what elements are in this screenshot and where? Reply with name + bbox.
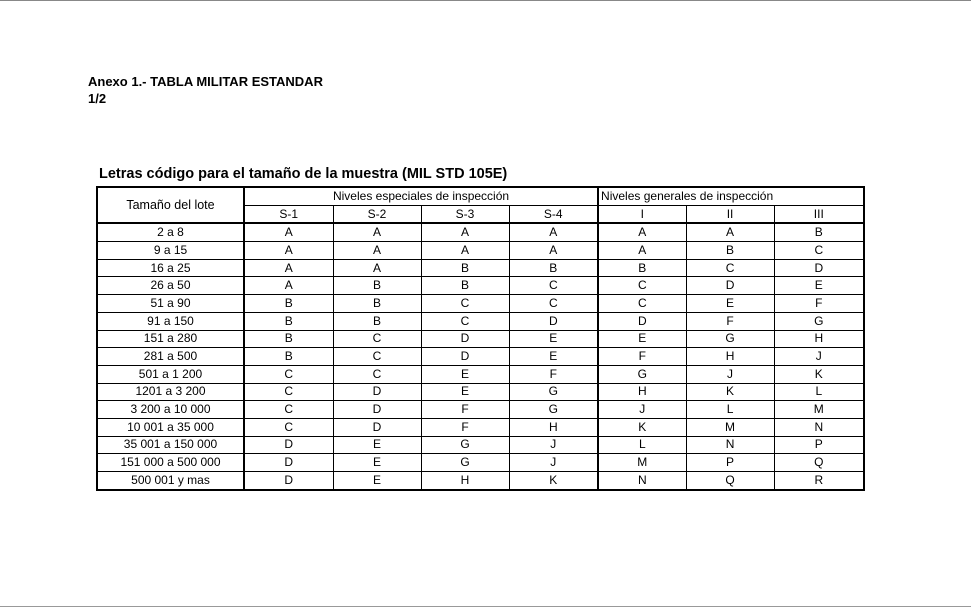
cell-s4: C bbox=[509, 277, 598, 295]
cell-s3: D bbox=[421, 330, 509, 348]
cell-s1: B bbox=[244, 295, 333, 313]
cell-i: C bbox=[598, 295, 686, 313]
cell-iii: B bbox=[774, 223, 864, 241]
cell-s3: C bbox=[421, 295, 509, 313]
table-body bbox=[97, 223, 864, 489]
cell-s2: A bbox=[333, 223, 421, 241]
cell-s3: E bbox=[421, 365, 509, 383]
annex-title: Anexo 1.- TABLA MILITAR ESTANDAR bbox=[88, 74, 323, 89]
cell-s4: H bbox=[509, 418, 598, 436]
cell-lot-size: 16 a 25 bbox=[97, 259, 244, 277]
cell-s1: A bbox=[244, 277, 333, 295]
page-number: 1/2 bbox=[88, 91, 107, 106]
cell-ii: J bbox=[686, 365, 774, 383]
cell-i: J bbox=[598, 401, 686, 419]
cell-s3: H bbox=[421, 472, 509, 490]
cell-s4: D bbox=[509, 312, 598, 330]
cell-s3: A bbox=[421, 223, 509, 241]
cell-lot-size: 1201 a 3 200 bbox=[97, 383, 244, 401]
cell-i: K bbox=[598, 418, 686, 436]
cell-s2: C bbox=[333, 348, 421, 366]
table-row bbox=[97, 383, 864, 401]
cell-i: A bbox=[598, 242, 686, 260]
cell-s1: C bbox=[244, 401, 333, 419]
cell-i: G bbox=[598, 365, 686, 383]
col-header-ii: II bbox=[686, 205, 774, 223]
cell-i: D bbox=[598, 312, 686, 330]
cell-ii: B bbox=[686, 242, 774, 260]
cell-s1: D bbox=[244, 454, 333, 472]
cell-s3: B bbox=[421, 277, 509, 295]
document-header bbox=[88, 73, 323, 107]
special-levels-header: Niveles especiales de inspección bbox=[244, 187, 598, 205]
cell-s1: B bbox=[244, 348, 333, 366]
cell-s2: D bbox=[333, 383, 421, 401]
cell-s3: C bbox=[421, 312, 509, 330]
cell-s1: C bbox=[244, 365, 333, 383]
table-row bbox=[97, 259, 864, 277]
cell-ii: C bbox=[686, 259, 774, 277]
cell-iii: J bbox=[774, 348, 864, 366]
cell-s1: C bbox=[244, 383, 333, 401]
cell-ii: G bbox=[686, 330, 774, 348]
col-header-i: I bbox=[598, 205, 686, 223]
cell-s4: B bbox=[509, 259, 598, 277]
cell-lot-size: 500 001 y mas bbox=[97, 472, 244, 490]
cell-s1: C bbox=[244, 418, 333, 436]
cell-ii: Q bbox=[686, 472, 774, 490]
table-row bbox=[97, 401, 864, 419]
cell-lot-size: 9 a 15 bbox=[97, 242, 244, 260]
cell-i: F bbox=[598, 348, 686, 366]
cell-iii: G bbox=[774, 312, 864, 330]
cell-s4: E bbox=[509, 330, 598, 348]
table-row bbox=[97, 365, 864, 383]
cell-ii: H bbox=[686, 348, 774, 366]
cell-s4: J bbox=[509, 436, 598, 454]
cell-s2: C bbox=[333, 365, 421, 383]
cell-lot-size: 10 001 a 35 000 bbox=[97, 418, 244, 436]
cell-iii: F bbox=[774, 295, 864, 313]
cell-s2: B bbox=[333, 312, 421, 330]
table-row bbox=[97, 418, 864, 436]
col-header-s2: S-2 bbox=[333, 205, 421, 223]
cell-iii: H bbox=[774, 330, 864, 348]
cell-ii: E bbox=[686, 295, 774, 313]
table-row bbox=[97, 454, 864, 472]
cell-ii: M bbox=[686, 418, 774, 436]
cell-s3: E bbox=[421, 383, 509, 401]
cell-iii: K bbox=[774, 365, 864, 383]
cell-s4: K bbox=[509, 472, 598, 490]
cell-s2: E bbox=[333, 454, 421, 472]
cell-lot-size: 281 a 500 bbox=[97, 348, 244, 366]
table-row bbox=[97, 436, 864, 454]
cell-s1: D bbox=[244, 472, 333, 490]
cell-s2: C bbox=[333, 330, 421, 348]
cell-s3: D bbox=[421, 348, 509, 366]
cell-ii: A bbox=[686, 223, 774, 241]
cell-s2: D bbox=[333, 418, 421, 436]
cell-i: C bbox=[598, 277, 686, 295]
cell-s1: B bbox=[244, 330, 333, 348]
table-row bbox=[97, 295, 864, 313]
cell-lot-size: 151 a 280 bbox=[97, 330, 244, 348]
page-top-border bbox=[0, 0, 971, 1]
cell-s2: A bbox=[333, 242, 421, 260]
table-row bbox=[97, 472, 864, 490]
cell-ii: D bbox=[686, 277, 774, 295]
cell-s2: D bbox=[333, 401, 421, 419]
table-row bbox=[97, 223, 864, 241]
cell-s4: E bbox=[509, 348, 598, 366]
cell-iii: Q bbox=[774, 454, 864, 472]
cell-lot-size: 26 a 50 bbox=[97, 277, 244, 295]
cell-ii: L bbox=[686, 401, 774, 419]
cell-s4: F bbox=[509, 365, 598, 383]
cell-s3: A bbox=[421, 242, 509, 260]
table-row bbox=[97, 242, 864, 260]
table-row bbox=[97, 277, 864, 295]
col-header-s1: S-1 bbox=[244, 205, 333, 223]
cell-i: N bbox=[598, 472, 686, 490]
cell-s2: B bbox=[333, 277, 421, 295]
cell-s3: G bbox=[421, 436, 509, 454]
cell-lot-size: 151 000 a 500 000 bbox=[97, 454, 244, 472]
col-header-s4: S-4 bbox=[509, 205, 598, 223]
cell-s4: G bbox=[509, 401, 598, 419]
cell-s4: A bbox=[509, 242, 598, 260]
table-row bbox=[97, 348, 864, 366]
cell-lot-size: 3 200 a 10 000 bbox=[97, 401, 244, 419]
cell-s4: A bbox=[509, 223, 598, 241]
cell-s1: B bbox=[244, 312, 333, 330]
lot-size-header: Tamaño del lote bbox=[97, 187, 244, 223]
cell-s1: A bbox=[244, 242, 333, 260]
cell-s3: F bbox=[421, 418, 509, 436]
cell-iii: L bbox=[774, 383, 864, 401]
cell-lot-size: 51 a 90 bbox=[97, 295, 244, 313]
cell-s3: F bbox=[421, 401, 509, 419]
cell-s4: G bbox=[509, 383, 598, 401]
cell-lot-size: 35 001 a 150 000 bbox=[97, 436, 244, 454]
cell-i: L bbox=[598, 436, 686, 454]
cell-s1: A bbox=[244, 259, 333, 277]
cell-iii: M bbox=[774, 401, 864, 419]
table-title: Letras código para el tamaño de la muestra (MIL STD 105E) bbox=[99, 166, 508, 182]
cell-s1: D bbox=[244, 436, 333, 454]
table-row bbox=[97, 312, 864, 330]
cell-ii: P bbox=[686, 454, 774, 472]
cell-i: M bbox=[598, 454, 686, 472]
col-header-iii: III bbox=[774, 205, 864, 223]
cell-i: A bbox=[598, 223, 686, 241]
cell-iii: D bbox=[774, 259, 864, 277]
cell-iii: E bbox=[774, 277, 864, 295]
cell-s2: E bbox=[333, 472, 421, 490]
cell-ii: N bbox=[686, 436, 774, 454]
cell-s1: A bbox=[244, 223, 333, 241]
general-levels-header: Niveles generales de inspección bbox=[598, 187, 864, 205]
cell-iii: R bbox=[774, 472, 864, 490]
cell-s2: A bbox=[333, 259, 421, 277]
cell-s2: B bbox=[333, 295, 421, 313]
cell-s2: E bbox=[333, 436, 421, 454]
cell-s3: B bbox=[421, 259, 509, 277]
cell-s4: J bbox=[509, 454, 598, 472]
page-bottom-border bbox=[0, 606, 971, 607]
cell-ii: K bbox=[686, 383, 774, 401]
cell-iii: P bbox=[774, 436, 864, 454]
cell-lot-size: 91 a 150 bbox=[97, 312, 244, 330]
cell-i: E bbox=[598, 330, 686, 348]
cell-lot-size: 2 a 8 bbox=[97, 223, 244, 241]
col-header-s3: S-3 bbox=[421, 205, 509, 223]
cell-iii: N bbox=[774, 418, 864, 436]
table-row bbox=[97, 330, 864, 348]
cell-i: H bbox=[598, 383, 686, 401]
cell-iii: C bbox=[774, 242, 864, 260]
cell-s4: C bbox=[509, 295, 598, 313]
sample-size-code-table bbox=[96, 186, 865, 491]
cell-s3: G bbox=[421, 454, 509, 472]
cell-lot-size: 501 a 1 200 bbox=[97, 365, 244, 383]
cell-ii: F bbox=[686, 312, 774, 330]
cell-i: B bbox=[598, 259, 686, 277]
